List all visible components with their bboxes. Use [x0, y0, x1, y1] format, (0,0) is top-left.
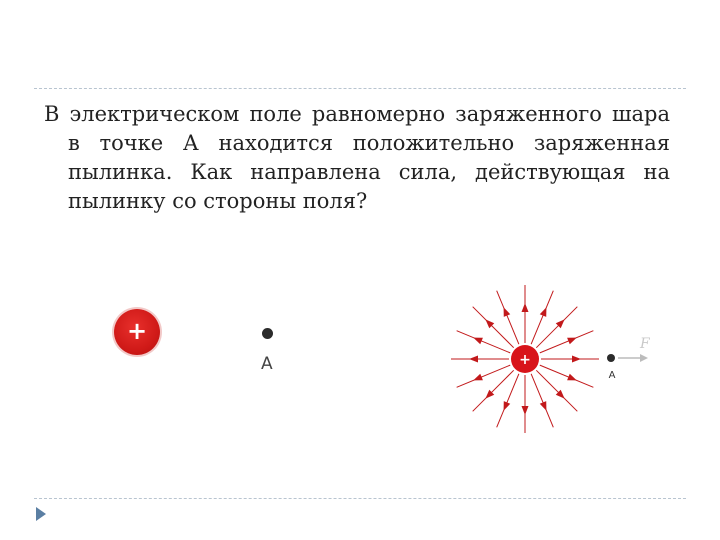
- point-a-label: A: [261, 354, 273, 374]
- field-line-arrowhead: [540, 401, 547, 411]
- field-line-arrowhead: [473, 338, 483, 345]
- field-line: [540, 365, 594, 387]
- slide-nav-arrow-icon[interactable]: [36, 507, 46, 521]
- field-line-arrowhead: [522, 303, 529, 312]
- field-line: [540, 331, 594, 353]
- top-divider: [34, 88, 686, 89]
- field-line-arrowhead: [504, 307, 511, 317]
- field-line-arrowhead: [522, 406, 529, 415]
- field-charge-sign: +: [519, 352, 531, 368]
- bottom-divider: [34, 498, 686, 499]
- field-line-arrowhead: [504, 401, 511, 411]
- plus-sign: +: [126, 317, 148, 345]
- field-line-arrowhead: [473, 374, 483, 381]
- field-line-arrowhead: [540, 307, 547, 317]
- field-point-a: [607, 354, 615, 362]
- point-a-dot: [262, 328, 273, 339]
- force-arrowhead: [640, 354, 648, 362]
- field-line-arrowhead: [572, 356, 581, 363]
- force-label: F: [640, 336, 650, 352]
- field-line: [497, 291, 519, 345]
- field-line: [457, 331, 511, 353]
- field-point-a-label: A: [608, 370, 616, 381]
- field-line: [531, 291, 553, 345]
- field-line-arrowhead: [567, 374, 577, 381]
- charged-sphere: [114, 309, 160, 355]
- field-lines-diagram: [446, 280, 650, 442]
- field-line-arrowhead: [469, 356, 478, 363]
- field-line-arrowhead: [567, 338, 577, 345]
- field-line: [497, 374, 519, 428]
- field-line: [531, 374, 553, 428]
- field-line: [457, 365, 511, 387]
- question-text: В электрическом поле равномерно заряженного шара в точке А находится положительно заряженная пылинка. Как направлена сила, действующая на пылинку со стороны поля?: [44, 102, 670, 213]
